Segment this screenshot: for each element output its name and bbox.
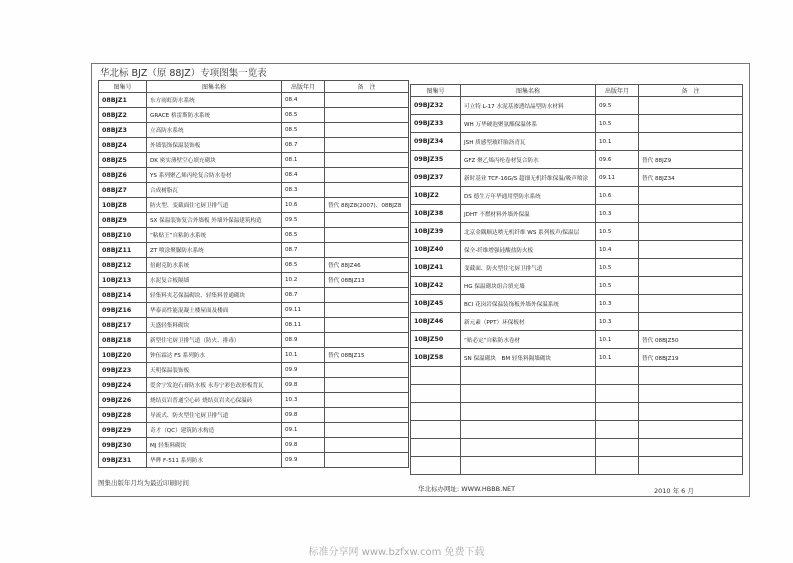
cell-name: BCI 花岗岩保温装饰板外墙外保温系统 (461, 295, 596, 313)
cell-name: YS 系列聚乙烯丙纶复合防水卷材 (147, 168, 282, 183)
cell-code: 09BJZ31 (99, 453, 147, 468)
empty-cell (411, 385, 461, 403)
cell-name: JDHT 不燃材料外墙外保温 (461, 205, 596, 223)
cell-note (325, 138, 409, 153)
empty-cell (461, 457, 596, 475)
header-note: 备 注 (325, 81, 409, 93)
table-row (411, 151, 743, 169)
cell-note (325, 318, 409, 333)
cell-code: 10BJZ20 (99, 348, 147, 363)
header-date: 出版年月 (596, 85, 639, 97)
cell-date: 08.5 (282, 228, 325, 243)
cell-date: 10.1 (596, 349, 639, 367)
header-name: 图集名称 (461, 85, 596, 97)
table-row (99, 198, 409, 213)
cell-note (325, 378, 409, 393)
table-row (99, 378, 409, 393)
cell-date: 10.3 (596, 313, 639, 331)
empty-row (411, 457, 743, 475)
cell-name: DK 密实薄壁空心填充砌块 (147, 153, 282, 168)
cell-name: 天明保温装饰板 (147, 363, 282, 378)
cell-note: 替代 88JZ8(2007)、08BJZ8 (325, 198, 409, 213)
cell-note (325, 243, 409, 258)
table-row (99, 273, 409, 288)
table-row (411, 313, 743, 331)
cell-name: “粘贴王”自粘防水系统 (147, 228, 282, 243)
footer-note: 图集出版年月均为最近印刷时间 (98, 479, 189, 487)
cell-name: “贴必定”自粘防水卷材 (461, 331, 596, 349)
cell-date: 09.11 (596, 169, 639, 187)
empty-cell (639, 385, 743, 403)
cell-name: 天盛轻集料砌块 (147, 318, 282, 333)
cell-date: 10.6 (282, 198, 325, 213)
cell-note (325, 423, 409, 438)
cell-name: 立高防水系统 (147, 123, 282, 138)
cell-note (325, 303, 409, 318)
cell-note (325, 438, 409, 453)
right-catalog-table (410, 84, 743, 475)
table-row (411, 259, 743, 277)
cell-note: 替代 08BJZ15 (325, 348, 409, 363)
cell-date: 09.9 (282, 363, 325, 378)
table-row (411, 97, 743, 115)
cell-date: 10.1 (596, 331, 639, 349)
cell-date: 08.11 (282, 318, 325, 333)
table-row (99, 153, 409, 168)
cell-note (639, 97, 743, 115)
empty-cell (411, 403, 461, 421)
table-row (99, 108, 409, 123)
cell-note (639, 295, 743, 313)
cell-note: 替代 88JZ9 (639, 151, 743, 169)
cell-note (639, 205, 743, 223)
cell-name: 奇才（QC）建筑防水构造 (147, 423, 282, 438)
table-header-row (99, 81, 409, 93)
cell-note (325, 108, 409, 123)
cell-code: 09BJZ37 (411, 169, 461, 187)
cell-name: HG 保温砌块组合填充墙 (461, 277, 596, 295)
cell-code: 08BJZ18 (99, 333, 147, 348)
cell-code: 08BJZ14 (99, 288, 147, 303)
cell-name: 北京金隅顺达喷无机纤维 WS 系列板声/保温层 (461, 223, 596, 241)
cell-note (639, 115, 743, 133)
cell-code: 10BJZ39 (411, 223, 461, 241)
cell-note (639, 223, 743, 241)
cell-note (639, 187, 743, 205)
empty-cell (596, 367, 639, 385)
table-row (99, 348, 409, 363)
empty-cell (461, 385, 596, 403)
cell-note (325, 228, 409, 243)
cell-name: 烧结页岩普通空心砖 烧结页岩夹心保温砖 (147, 393, 282, 408)
table-row (99, 303, 409, 318)
table-row (411, 133, 743, 151)
cell-date: 10.5 (596, 277, 639, 295)
cell-name: 新时基业 TCF-16G/S 超细无机纤维保温/吸声喷涂 (461, 169, 596, 187)
header-note: 备 注 (639, 85, 743, 97)
cell-name: ZT 喷涂聚脲防水系统 (147, 243, 282, 258)
cell-date: 10.3 (596, 295, 639, 313)
header-code: 图集号 (411, 85, 461, 97)
table-row (99, 138, 409, 153)
cell-date: 10.1 (282, 348, 325, 363)
table-row (99, 213, 409, 228)
cell-date: 08.4 (282, 168, 325, 183)
cell-code: 10BJZ42 (411, 277, 461, 295)
cell-date: 08.1 (282, 153, 325, 168)
empty-row (411, 403, 743, 421)
empty-cell (639, 367, 743, 385)
cell-date: 10.5 (596, 223, 639, 241)
cell-code: 08BJZ2 (99, 108, 147, 123)
cell-date: 09.11 (282, 303, 325, 318)
cell-code: 08BJZ9 (99, 213, 147, 228)
cell-name: 合成树脂瓦 (147, 183, 282, 198)
cell-date: 09.9 (282, 453, 325, 468)
cell-date: 08.9 (282, 333, 325, 348)
table-row (411, 349, 743, 367)
cell-date: 10.5 (596, 259, 639, 277)
cell-code: 09BJZ29 (99, 423, 147, 438)
empty-cell (411, 421, 461, 439)
cell-note (325, 333, 409, 348)
cell-date: 10.1 (596, 133, 639, 151)
cell-date: 09.6 (596, 151, 639, 169)
page-title: 华北标 BJZ（原 88JZ）专项图集一览表 (100, 68, 267, 79)
empty-row (411, 439, 743, 457)
cell-date: 10.3 (596, 205, 639, 223)
cell-name: 可立特 L-17 水泥基渗透结晶型防水材料 (461, 97, 596, 115)
cell-note (639, 277, 743, 295)
cell-date: 08.4 (282, 93, 325, 108)
table-row (99, 393, 409, 408)
table-row (411, 331, 743, 349)
cell-code: 09BJZ23 (99, 363, 147, 378)
cell-name: GFZ 聚乙烯丙纶卷材复合防水 (461, 151, 596, 169)
cell-date: 08.5 (282, 123, 325, 138)
cell-note (325, 408, 409, 423)
cell-date: 08.7 (282, 138, 325, 153)
header-date: 出版年月 (282, 81, 325, 93)
table-row (411, 205, 743, 223)
cell-code: 09BJZ33 (411, 115, 461, 133)
table-row (99, 408, 409, 423)
left-catalog-table (98, 80, 409, 468)
cell-date: 08.7 (282, 243, 325, 258)
cell-code: 08BJZ4 (99, 138, 147, 153)
table-row (411, 187, 743, 205)
cell-code: 08BJZ17 (99, 318, 147, 333)
cell-code: 08BJZ5 (99, 153, 147, 168)
cell-name: 东方雨虹防水系统 (147, 93, 282, 108)
cell-note (325, 183, 409, 198)
cell-note (325, 288, 409, 303)
cell-date: 10.3 (282, 393, 325, 408)
cell-code: 10BJZ2 (411, 187, 461, 205)
cell-code: 10BJZ45 (411, 295, 461, 313)
cell-date: 09.8 (282, 378, 325, 393)
empty-row (411, 367, 743, 385)
table-row (99, 93, 409, 108)
cell-code: 10BJZ41 (411, 259, 461, 277)
cell-note (325, 453, 409, 468)
cell-date: 10.2 (282, 273, 325, 288)
cell-name: DS 德生万年华通用型防水系统 (461, 187, 596, 205)
cell-code: 08BJZ12 (99, 258, 147, 273)
cell-note (325, 153, 409, 168)
empty-cell (639, 421, 743, 439)
cell-name: 倍耐克防水系统 (147, 258, 282, 273)
cell-code: 10BJZ8 (99, 198, 147, 213)
cell-name: 外墙装饰保温装饰板 (147, 138, 282, 153)
cell-code: 08BJZ10 (99, 228, 147, 243)
table-row (99, 318, 409, 333)
cell-code: 09BJZ24 (99, 378, 147, 393)
cell-date: 08.5 (282, 258, 325, 273)
header-code: 图集号 (99, 81, 147, 93)
cell-note (325, 93, 409, 108)
cell-note (325, 123, 409, 138)
cell-date: 10.6 (596, 187, 639, 205)
empty-cell (596, 403, 639, 421)
cell-date: 09.8 (282, 408, 325, 423)
cell-date: 09.5 (596, 97, 639, 115)
cell-name: 轻集料夹芯保温砌块、轻集料普通砌块 (147, 288, 282, 303)
empty-cell (596, 385, 639, 403)
cell-name: JSH 质感型玻纤胎沥青瓦 (461, 133, 596, 151)
empty-cell (639, 439, 743, 457)
cell-code: 08BJZ1 (99, 93, 147, 108)
cell-name: 保全-纤维增强硅酸盐防火板 (461, 241, 596, 259)
table-row (99, 423, 409, 438)
cell-note (325, 213, 409, 228)
cell-code: 09BJZ34 (411, 133, 461, 151)
cell-note: 替代 08BJZ50 (639, 331, 743, 349)
empty-cell (461, 403, 596, 421)
cell-code: 08BJZ3 (99, 123, 147, 138)
cell-note (639, 313, 743, 331)
cell-note: 替代 08BJZ19 (639, 349, 743, 367)
cell-code: 09BJZ26 (99, 393, 147, 408)
empty-cell (596, 439, 639, 457)
table-row (99, 123, 409, 138)
cell-name: 导流式、防火型住宅厨卫排气道 (147, 408, 282, 423)
cell-code: 08BJZ6 (99, 168, 147, 183)
watermark: 标准分享网 www.bzfxw.com 免费下载 (308, 547, 485, 558)
table-row (99, 228, 409, 243)
table-row (99, 168, 409, 183)
cell-note (325, 363, 409, 378)
empty-cell (461, 421, 596, 439)
table-row (411, 169, 743, 187)
cell-name: 新元素（PPT）环保板材 (461, 313, 596, 331)
cell-code: 09BJZ16 (99, 303, 147, 318)
table-row (99, 363, 409, 378)
cell-note (639, 259, 743, 277)
cell-name: 水泥复合板隔墙 (147, 273, 282, 288)
header-name: 图集名称 (147, 81, 282, 93)
footer-date: 2010 年 6 月 (654, 487, 694, 495)
cell-date: 10.5 (596, 115, 639, 133)
cell-note: 替代 88JZ46 (325, 258, 409, 273)
cell-note (325, 168, 409, 183)
empty-cell (639, 457, 743, 475)
footer-website: 华北标办网址: WWW.HBBB.NET (418, 485, 516, 493)
cell-code: 09BJZ30 (99, 438, 147, 453)
empty-cell (411, 439, 461, 457)
cell-name: WH 万华硬泡聚氨酯保温体系 (461, 115, 596, 133)
cell-code: 10BJZ46 (411, 313, 461, 331)
table-row (99, 183, 409, 198)
empty-cell (596, 421, 639, 439)
cell-code: 10BJZ40 (411, 241, 461, 259)
cell-name: MJ 轻集料砌块 (147, 438, 282, 453)
cell-name: 华晔 F-511 系列防水 (147, 453, 282, 468)
cell-code: 10BJZ58 (411, 349, 461, 367)
cell-note (639, 133, 743, 151)
cell-date: 08.7 (282, 288, 325, 303)
cell-date: 08.5 (282, 108, 325, 123)
cell-code: 10BJZ13 (99, 273, 147, 288)
cell-note (639, 241, 743, 259)
cell-date: 08.3 (282, 183, 325, 198)
cell-name: 防火型、变截面住宅厨卫排气道 (147, 198, 282, 213)
empty-cell (596, 457, 639, 475)
cell-name: SX 保温装饰复合外墙板 外墙外保温建筑构造 (147, 213, 282, 228)
cell-name: GRACE 格雷斯防水系统 (147, 108, 282, 123)
cell-note: 替代 88JZ34 (639, 169, 743, 187)
empty-cell (639, 403, 743, 421)
table-row (99, 288, 409, 303)
table-row (411, 115, 743, 133)
table-row (411, 241, 743, 259)
cell-code: 10BJZ50 (411, 331, 461, 349)
table-row (99, 333, 409, 348)
cell-date: 09.5 (282, 213, 325, 228)
cell-code: 09BJZ35 (411, 151, 461, 169)
table-header-row (411, 85, 743, 97)
empty-cell (461, 367, 596, 385)
cell-note: 替代 08BJZ13 (325, 273, 409, 288)
cell-date: 09.1 (282, 423, 325, 438)
cell-code: 09BJZ32 (411, 97, 461, 115)
cell-name: 新型住宅厨卫排气道（防火、排毒） (147, 333, 282, 348)
table-row (411, 277, 743, 295)
cell-note (325, 393, 409, 408)
table-row (99, 243, 409, 258)
cell-code: 09BJZ28 (99, 408, 147, 423)
empty-row (411, 421, 743, 439)
empty-cell (411, 367, 461, 385)
table-row (99, 438, 409, 453)
cell-name: 华泰高性能混凝土楼屋面及楼面 (147, 303, 282, 318)
cell-date: 09.8 (282, 438, 325, 453)
cell-code: 10BJZ38 (411, 205, 461, 223)
empty-cell (461, 439, 596, 457)
cell-date: 10.4 (596, 241, 639, 259)
empty-cell (411, 457, 461, 475)
cell-name: 爱舍宁发泡石膏防水板 永寿宁彩色改形板背瓦 (147, 378, 282, 393)
cell-name: 钟伍霖达 FS 系列防水 (147, 348, 282, 363)
cell-code: 08BJZ11 (99, 243, 147, 258)
empty-row (411, 385, 743, 403)
table-row (411, 223, 743, 241)
cell-name: SN 保温砌块 BM 轻集料隔墙砌块 (461, 349, 596, 367)
cell-code: 08BJZ7 (99, 183, 147, 198)
cell-name: 变截面、防火型住宅厨卫排气道 (461, 259, 596, 277)
table-row (411, 295, 743, 313)
table-row (99, 453, 409, 468)
table-row (99, 258, 409, 273)
